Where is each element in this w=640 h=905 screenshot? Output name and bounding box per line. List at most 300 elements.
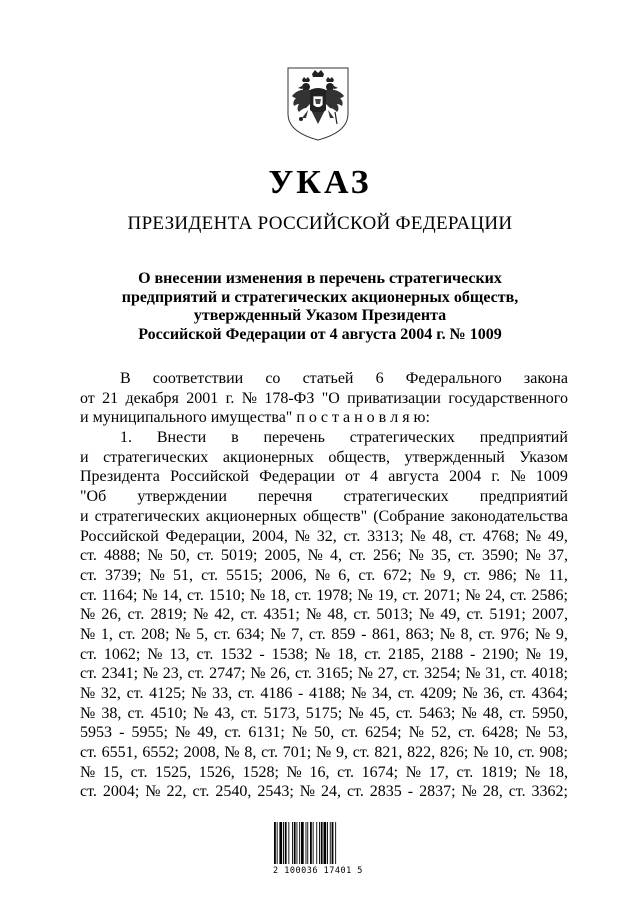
body-word: №	[462, 685, 478, 702]
body-word: 256;	[373, 547, 402, 565]
body-word: 49,	[547, 527, 568, 545]
body-word: 28,	[482, 783, 503, 801]
body-word: 51,	[172, 566, 193, 584]
body-word: 18,	[547, 763, 568, 781]
body-word: 2071;	[423, 586, 461, 604]
body-word: №	[348, 704, 364, 722]
body-line	[80, 763, 568, 783]
body-word: ст.	[240, 704, 258, 722]
body-word: ст.	[517, 744, 535, 762]
body-word: ст.	[458, 724, 475, 742]
body-word: ст.	[358, 566, 376, 584]
body-word: 48,	[327, 606, 348, 624]
body-word: -	[470, 645, 476, 663]
heading-line: предприятий и стратегических акционерных обществ,	[121, 288, 519, 306]
barcode-bar	[313, 822, 314, 864]
body-word: декабря	[125, 389, 179, 407]
body-word: обществ,	[328, 448, 390, 466]
body-word: №	[191, 685, 207, 702]
body-word: приватизации	[347, 389, 441, 407]
body-word: №	[439, 625, 456, 643]
body-line	[80, 448, 568, 468]
barcode-bar	[319, 822, 320, 864]
body-word: стратегических	[103, 448, 209, 466]
body-word: 34,	[372, 685, 393, 702]
body-word: 19,	[547, 645, 568, 663]
body-line	[80, 487, 568, 507]
body-word: 2543;	[257, 783, 294, 801]
body-word: 21	[102, 389, 119, 407]
body-word: 2540,	[215, 783, 252, 801]
body-word: №	[418, 606, 435, 624]
body-word: 49,	[440, 606, 461, 624]
body-word: 23,	[162, 665, 183, 683]
body-word: №	[149, 566, 165, 584]
body-word: №	[419, 566, 436, 584]
body-line	[80, 546, 568, 566]
body-word: 19,	[377, 586, 398, 604]
body-word: 3313;	[367, 527, 404, 545]
body-word: ст.	[240, 606, 258, 624]
body-word: ст.	[130, 763, 148, 781]
body-word: 5,	[196, 625, 209, 643]
body-word: 32,	[100, 685, 121, 702]
body-word: Федерального	[405, 370, 502, 387]
body-word: 8,	[244, 744, 257, 762]
body-word: 2005,	[264, 547, 301, 565]
body-word: 2190;	[482, 645, 519, 663]
body-word: 32,	[316, 527, 337, 545]
barcode-bar	[330, 822, 331, 864]
body-word: 48,	[482, 704, 503, 722]
body-word: ст.	[127, 606, 145, 624]
body-word: 976;	[500, 625, 530, 643]
body-word: Российской	[170, 468, 249, 486]
barcode-bar	[335, 822, 336, 864]
body-word: 859	[331, 625, 356, 643]
barcode-bar	[299, 822, 300, 864]
body-word: ст.	[80, 586, 97, 604]
body-word: Внести	[156, 429, 207, 447]
body-word: акционерных	[222, 448, 314, 466]
body-word: №	[174, 724, 191, 742]
body-word: 2006,	[270, 566, 307, 584]
body-word: ст.	[508, 783, 526, 801]
barcode-bar	[332, 822, 334, 864]
body-word: 2004;	[102, 783, 140, 801]
body-word: №	[249, 586, 266, 604]
body-word: -	[259, 645, 265, 663]
body-word: 5955;	[131, 724, 168, 742]
body-word: №	[315, 645, 331, 663]
body-line	[80, 782, 568, 802]
body-word: 4888;	[103, 547, 141, 565]
body-word: соответствии	[152, 370, 244, 387]
body-word: 5175;	[305, 704, 343, 722]
body-word: 26,	[101, 606, 122, 624]
body-word: 826;	[439, 744, 469, 762]
body-line	[80, 389, 568, 409]
body-line	[80, 428, 568, 448]
body-word: 3739;	[105, 566, 142, 584]
body-word: 50,	[169, 547, 190, 565]
body-line	[80, 645, 568, 665]
document-heading	[80, 270, 560, 344]
body-word: и	[80, 507, 89, 525]
body-word: 4125;	[149, 685, 186, 702]
body-word: 6,	[338, 566, 351, 584]
body-word: №	[465, 586, 481, 604]
body-word: 2007,	[531, 606, 568, 624]
barcode-bar	[321, 822, 323, 864]
body-word: 2586;	[531, 586, 568, 604]
body-word: №	[142, 586, 158, 604]
body-word: ст.	[352, 744, 370, 762]
body-word: ст.	[127, 704, 145, 722]
body-word: 863;	[405, 625, 435, 643]
body-line	[80, 704, 568, 724]
body-word: 6	[375, 370, 384, 387]
body-word: ст.	[349, 547, 366, 565]
body-word: 672;	[383, 566, 412, 584]
body-word: ст.	[80, 744, 97, 762]
body-word: 33,	[212, 685, 233, 702]
body-word: №	[525, 645, 542, 663]
body-word: 10,	[493, 744, 514, 762]
double-headed-eagle-emblem-icon	[284, 62, 352, 142]
body-word: 5173,	[263, 704, 300, 722]
body-word: 35,	[430, 547, 451, 565]
body-line	[80, 586, 568, 606]
body-word: 9,	[555, 625, 568, 643]
body-word: статьей	[302, 370, 354, 387]
body-word: 52,	[431, 724, 452, 742]
body-word: перечня	[258, 488, 313, 506]
body-word: 5019;	[220, 547, 258, 565]
body-text: и муниципального имущества" п о с т а н о в л я ю:	[80, 409, 430, 427]
body-word: ст.	[509, 665, 527, 683]
body-word: 1528;	[242, 763, 279, 781]
body-line	[80, 369, 568, 389]
heading-line: О внесении изменения в перечень стратегических	[138, 270, 502, 287]
body-word: 4364;	[531, 685, 568, 702]
body-line	[80, 408, 568, 428]
barcode-bar	[279, 822, 282, 864]
body-word: предприятий	[479, 488, 568, 506]
body-word: ст.	[224, 724, 242, 742]
body-word: 36,	[483, 685, 504, 702]
body-word: со	[265, 370, 281, 387]
body-word: 27,	[377, 665, 398, 683]
body-word: -	[119, 724, 125, 742]
barcode-bar	[310, 822, 312, 864]
body-word: ст.	[80, 665, 97, 683]
body-word: №	[305, 606, 322, 624]
body-word: ст.	[456, 763, 474, 781]
body-word: "Об	[80, 488, 107, 506]
body-word: №	[410, 527, 426, 545]
body-word: 861,	[372, 625, 401, 643]
body-word: обществ"	[302, 507, 368, 525]
body-word: утверждении	[137, 488, 227, 506]
body-word: 11,	[548, 566, 568, 584]
body-word: 634;	[236, 625, 265, 643]
body-word: 24,	[320, 783, 341, 801]
body-word: закона	[523, 370, 568, 387]
body-word: ст.	[308, 625, 326, 643]
body-word: 1.	[120, 429, 132, 447]
body-word: ст.	[192, 783, 210, 801]
body-word: ст.	[237, 685, 255, 702]
body-word: "О	[321, 389, 340, 407]
body-word: ст.	[458, 547, 475, 565]
body-word: 13,	[169, 645, 190, 663]
body-word: №	[465, 665, 481, 683]
body-word: 17,	[428, 763, 449, 781]
body-word: 24,	[485, 586, 506, 604]
body-line	[80, 467, 568, 487]
body-word: 6552;	[142, 744, 179, 762]
body-word: ст.	[459, 527, 476, 545]
body-word: ст.	[397, 685, 415, 702]
body-word: в	[231, 429, 239, 447]
body-word: 5463;	[418, 704, 456, 722]
body-word: ст.	[402, 586, 420, 604]
body-word: 50,	[314, 724, 335, 742]
body-word: 4018;	[531, 665, 568, 683]
body-word: 3590;	[482, 547, 519, 565]
barcode-bar	[324, 822, 327, 864]
body-word: 1525,	[155, 763, 192, 781]
body-word: ст.	[196, 645, 214, 663]
body-word: ст.	[187, 586, 204, 604]
body-word: утвержденный	[404, 448, 505, 466]
body-word: 5950,	[531, 704, 568, 722]
body-word: 1009	[535, 468, 568, 486]
body-word: 16,	[309, 763, 330, 781]
barcode-bar	[274, 822, 276, 864]
body-word: ст.	[466, 606, 484, 624]
body-word: 2004	[449, 468, 482, 486]
body-word: №	[192, 606, 209, 624]
body-word: 48,	[432, 527, 453, 545]
body-word: 26,	[270, 665, 291, 683]
body-word: 31,	[485, 665, 506, 683]
body-word: ст.	[395, 704, 413, 722]
body-word: ст.	[261, 744, 278, 762]
body-word: 6551,	[101, 744, 138, 762]
body-word: 178-ФЗ	[264, 389, 315, 407]
body-word: перечень	[263, 429, 325, 447]
body-word: №	[286, 763, 302, 781]
body-word: №	[461, 704, 477, 722]
body-word: ст.	[80, 547, 97, 565]
body-word: №	[80, 763, 96, 781]
body-word: и	[80, 448, 89, 466]
body-word: Федерации	[259, 468, 335, 486]
body-word: №	[525, 566, 541, 584]
body-word: №	[408, 724, 424, 742]
body-word: 49,	[197, 724, 218, 742]
body-word: №	[525, 547, 541, 565]
body-word: ст.	[80, 645, 97, 663]
document-body	[80, 369, 568, 802]
body-word: №	[270, 625, 286, 643]
body-word: ст.	[187, 665, 205, 683]
body-word: 5191;	[489, 606, 526, 624]
body-word: 1,	[100, 625, 113, 643]
body-word: ст.	[353, 606, 371, 624]
body-word: ст.	[346, 783, 364, 801]
barcode-bar	[316, 822, 317, 864]
body-word: 5953	[80, 724, 112, 742]
body-word: 2819;	[150, 606, 187, 624]
body-word: №	[80, 704, 96, 722]
body-word: государственного	[448, 389, 568, 407]
body-word: ст.	[126, 685, 144, 702]
body-word: -	[407, 783, 414, 801]
barcode-bar	[306, 822, 307, 864]
body-word: №	[291, 724, 308, 742]
body-word: ст.	[341, 724, 359, 742]
body-line	[80, 605, 568, 625]
body-word: 43,	[214, 704, 235, 722]
body-line	[80, 527, 568, 547]
body-word: 908;	[539, 744, 568, 762]
body-word: 2001	[186, 389, 219, 407]
body-word: №	[307, 547, 323, 565]
body-word: №	[461, 783, 477, 801]
body-word: 53,	[547, 724, 568, 742]
body-word: №	[357, 665, 374, 683]
body-word: стратегических	[349, 429, 455, 447]
body-line	[80, 664, 568, 684]
body-word: 1819;	[480, 763, 518, 781]
body-word: 6254;	[365, 724, 402, 742]
body-word: №	[315, 744, 332, 762]
body-word: предприятий	[479, 429, 568, 447]
body-word: Президента	[80, 468, 160, 486]
body-word: 6428;	[482, 724, 519, 742]
body-word: 1164;	[101, 586, 138, 604]
body-word: ст.	[509, 586, 527, 604]
body-word: №	[145, 783, 161, 801]
body-word: №	[294, 527, 310, 545]
body-word: 4186	[260, 685, 293, 702]
body-word: 208;	[141, 625, 170, 643]
body-word: №	[525, 724, 541, 742]
body-word: 18,	[269, 586, 290, 604]
body-word: Федерации,	[165, 527, 246, 545]
body-word: №	[80, 685, 96, 702]
body-line	[80, 723, 568, 743]
body-word: №	[142, 665, 159, 683]
barcode-number: 2 100036 17401 5	[273, 866, 363, 876]
body-word: №	[351, 685, 367, 702]
body-word: -	[361, 625, 367, 643]
body-word: 42,	[214, 606, 235, 624]
body-word: №	[405, 763, 422, 781]
body-word: №	[510, 468, 526, 486]
body-word: 5515;	[226, 566, 263, 584]
body-word: Российской	[80, 527, 159, 545]
body-word: 3254;	[424, 665, 461, 683]
body-word: 9,	[335, 744, 348, 762]
body-word: 8,	[460, 625, 473, 643]
body-word: ст.	[402, 665, 420, 683]
body-word: стратегических	[343, 488, 449, 506]
body-word: 2004,	[251, 527, 288, 545]
heading-line: Российской Федерации от 4 августа 2004 г. № 1009	[138, 325, 502, 343]
heading-line: утвержденный Указом Президента	[193, 307, 447, 324]
body-word: 1674;	[361, 763, 399, 781]
body-line	[80, 566, 568, 586]
body-word: ст.	[343, 527, 361, 545]
barcode-bar	[288, 822, 289, 864]
body-word: 1538;	[271, 645, 309, 663]
body-word: 1062;	[103, 645, 141, 663]
body-word: №	[193, 704, 209, 722]
body-word: №	[224, 744, 240, 762]
body-word: №	[525, 763, 541, 781]
body-word: 1510;	[208, 586, 246, 604]
body-word: 38,	[101, 704, 122, 722]
barcode-bar	[301, 822, 304, 864]
body-word: ст.	[294, 665, 312, 683]
body-word: 2341;	[101, 665, 139, 683]
body-line	[80, 684, 568, 704]
body-word: 9,	[443, 566, 456, 584]
body-word: 4188;	[309, 685, 346, 702]
body-word: 18,	[337, 645, 358, 663]
body-word: №	[241, 389, 257, 407]
body-word: №	[408, 547, 424, 565]
body-word: стратегических	[94, 507, 200, 525]
barcode-bar	[297, 822, 298, 864]
body-word: 4351;	[263, 606, 300, 624]
barcode-bar	[283, 822, 284, 864]
body-word: августа	[388, 468, 439, 486]
body-word: 5013;	[376, 606, 413, 624]
body-line	[80, 743, 568, 763]
body-word: №	[473, 744, 489, 762]
body-word: №	[525, 527, 542, 545]
body-word: от	[80, 389, 95, 407]
body-word: №	[357, 586, 373, 604]
body-word: ст.	[294, 586, 312, 604]
body-line	[80, 625, 568, 645]
body-word: 4209;	[420, 685, 457, 702]
body-word: 3362;	[531, 783, 568, 801]
body-word: 1532	[220, 645, 253, 663]
body-word: г.	[491, 468, 501, 486]
body-word: 2835	[369, 783, 402, 801]
body-word: №	[175, 625, 191, 643]
body-word: ст.	[463, 566, 481, 584]
body-word: Указом	[519, 448, 568, 466]
body-word: 2185,	[388, 645, 425, 663]
body-word: ст.	[364, 645, 382, 663]
barcode-bar	[285, 822, 287, 864]
body-word: №	[299, 783, 315, 801]
body-word: №	[250, 665, 266, 683]
body-word: 45,	[369, 704, 390, 722]
barcode-bar	[292, 822, 293, 864]
barcode-bar	[327, 822, 328, 864]
body-word: 821,	[374, 744, 403, 762]
body-word: 4768;	[482, 527, 520, 545]
body-word: 701;	[282, 744, 312, 762]
